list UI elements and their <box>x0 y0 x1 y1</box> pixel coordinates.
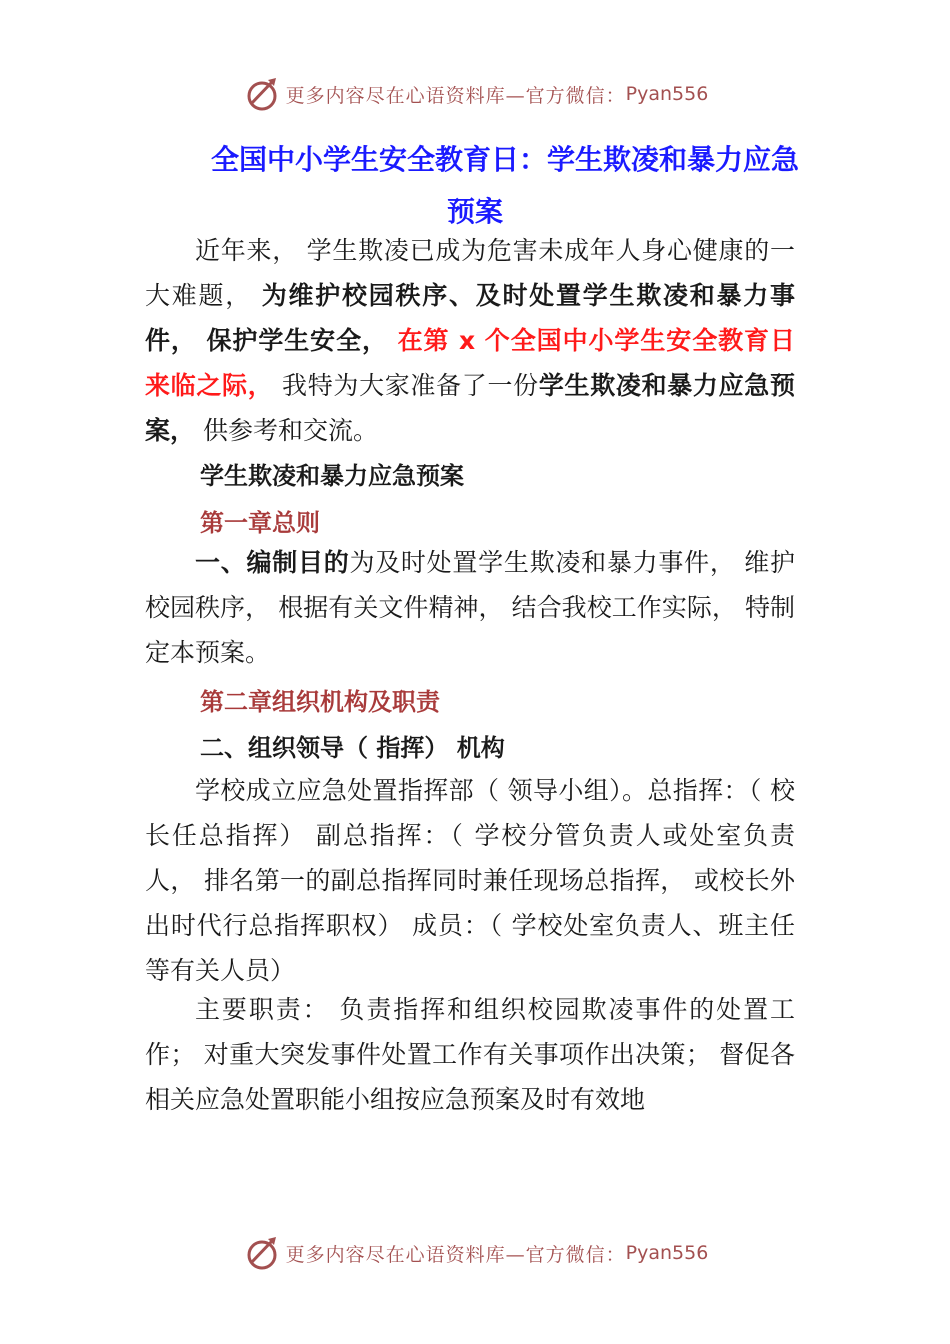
watermark-text: 更多内容尽在心语资料库—官方微信： <box>285 84 626 107</box>
watermark-banner-top <box>0 72 950 116</box>
intro-red-highlight: 在第 x 个全国中小学生安全教育日来临之际， <box>145 326 795 400</box>
watermark-text: 更多内容尽在心语资料库—官方微信： <box>285 1243 626 1266</box>
plan-title: 学生欺凌和暴力应急预案 <box>200 462 464 490</box>
page-title: 全国中小学生安全教育日：学生欺凌和暴力应急 <box>210 143 799 176</box>
section-1-label: 一、编制目的 <box>195 548 350 577</box>
intro-paragraph <box>145 228 795 453</box>
intro-text-2: 我特为大家准备了一份 <box>273 371 539 400</box>
intro-text-1: 近年来， 学生欺凌已成为危害未成年人身心健康的一大难题， <box>145 236 795 310</box>
section-2-heading: 二、组织领导（ 指挥） 机构 <box>200 734 505 762</box>
watermark-banner-bottom <box>0 1231 950 1275</box>
logo-icon <box>242 74 282 114</box>
watermark-id: Pyan556 <box>625 1242 709 1264</box>
intro-text-3: 供参考和交流。 <box>195 416 378 445</box>
chapter-2-heading: 第二章组织机构及职责 <box>200 688 440 716</box>
watermark-id: Pyan556 <box>625 83 709 105</box>
logo-icon <box>242 1233 282 1273</box>
chapter-1-heading: 第一章总则 <box>200 509 320 537</box>
page-title-line2: 预案 <box>446 195 503 228</box>
section-2-paragraph-1: 学校成立应急处置指挥部（ 领导小组）。总指挥：（ 校长任总指挥） 副总指挥：（ 学校分管负责人或处室负责人， 排名第一的副总指挥同时兼任现场总指挥， 或校长外出时代行总指挥职权） 成员：（ 学校处室负责人、班主任等有关人员） <box>145 776 795 985</box>
section-1-paragraph <box>145 540 795 675</box>
section-2-paragraph-2: 主要职责： 负责指挥和组织校园欺凌事件的处置工作； 对重大突发事件处置工作有关事项作出决策； 督促各相关应急处置职能小组按应急预案及时有效地 <box>145 995 795 1114</box>
section-1-text: 为及时处置学生欺凌和暴力事件， 维护校园秩序， 根据有关文件精神， 结合我校工作实际， 特制定本预案。 <box>145 548 795 667</box>
intro-bold-1: 为维护校园秩序、及时处置学生欺凌和暴力事件， 保护学生安全， <box>145 281 795 355</box>
intro-bold-2: 学生欺凌和暴力应急预案， <box>145 371 795 445</box>
